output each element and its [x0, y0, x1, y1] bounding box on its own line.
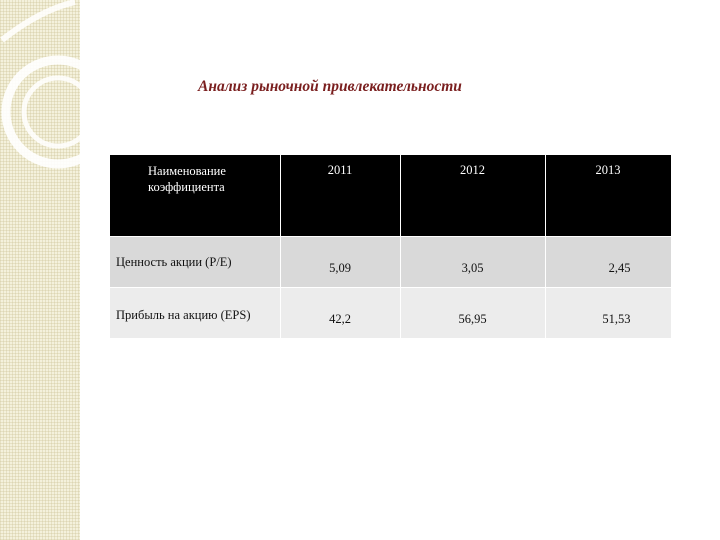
table-row	[110, 237, 671, 288]
table-header-row	[110, 155, 671, 237]
table-cell: 2,45	[545, 237, 671, 288]
header-year-2011: 2011	[280, 155, 400, 237]
header-year-2013: 2013	[545, 155, 671, 237]
table-cell: 42,2	[280, 288, 400, 339]
page-title: Анализ рыночной привлекательности	[198, 78, 462, 95]
decorative-swirl-icon	[0, 0, 80, 540]
table-cell: 5,09	[280, 237, 400, 288]
table-cell: 51,53	[545, 288, 671, 339]
ratio-table	[110, 155, 672, 339]
header-name: Наименование коэффициента	[110, 155, 280, 237]
header-year-2012: 2012	[400, 155, 545, 237]
table-cell: 56,95	[400, 288, 545, 339]
row-label: Ценность акции (P/E)	[110, 237, 280, 288]
row-label: Прибыль на акцию (EPS)	[110, 288, 280, 339]
table-cell: 3,05	[400, 237, 545, 288]
decorative-left-strip	[0, 0, 80, 540]
table-row	[110, 288, 671, 339]
